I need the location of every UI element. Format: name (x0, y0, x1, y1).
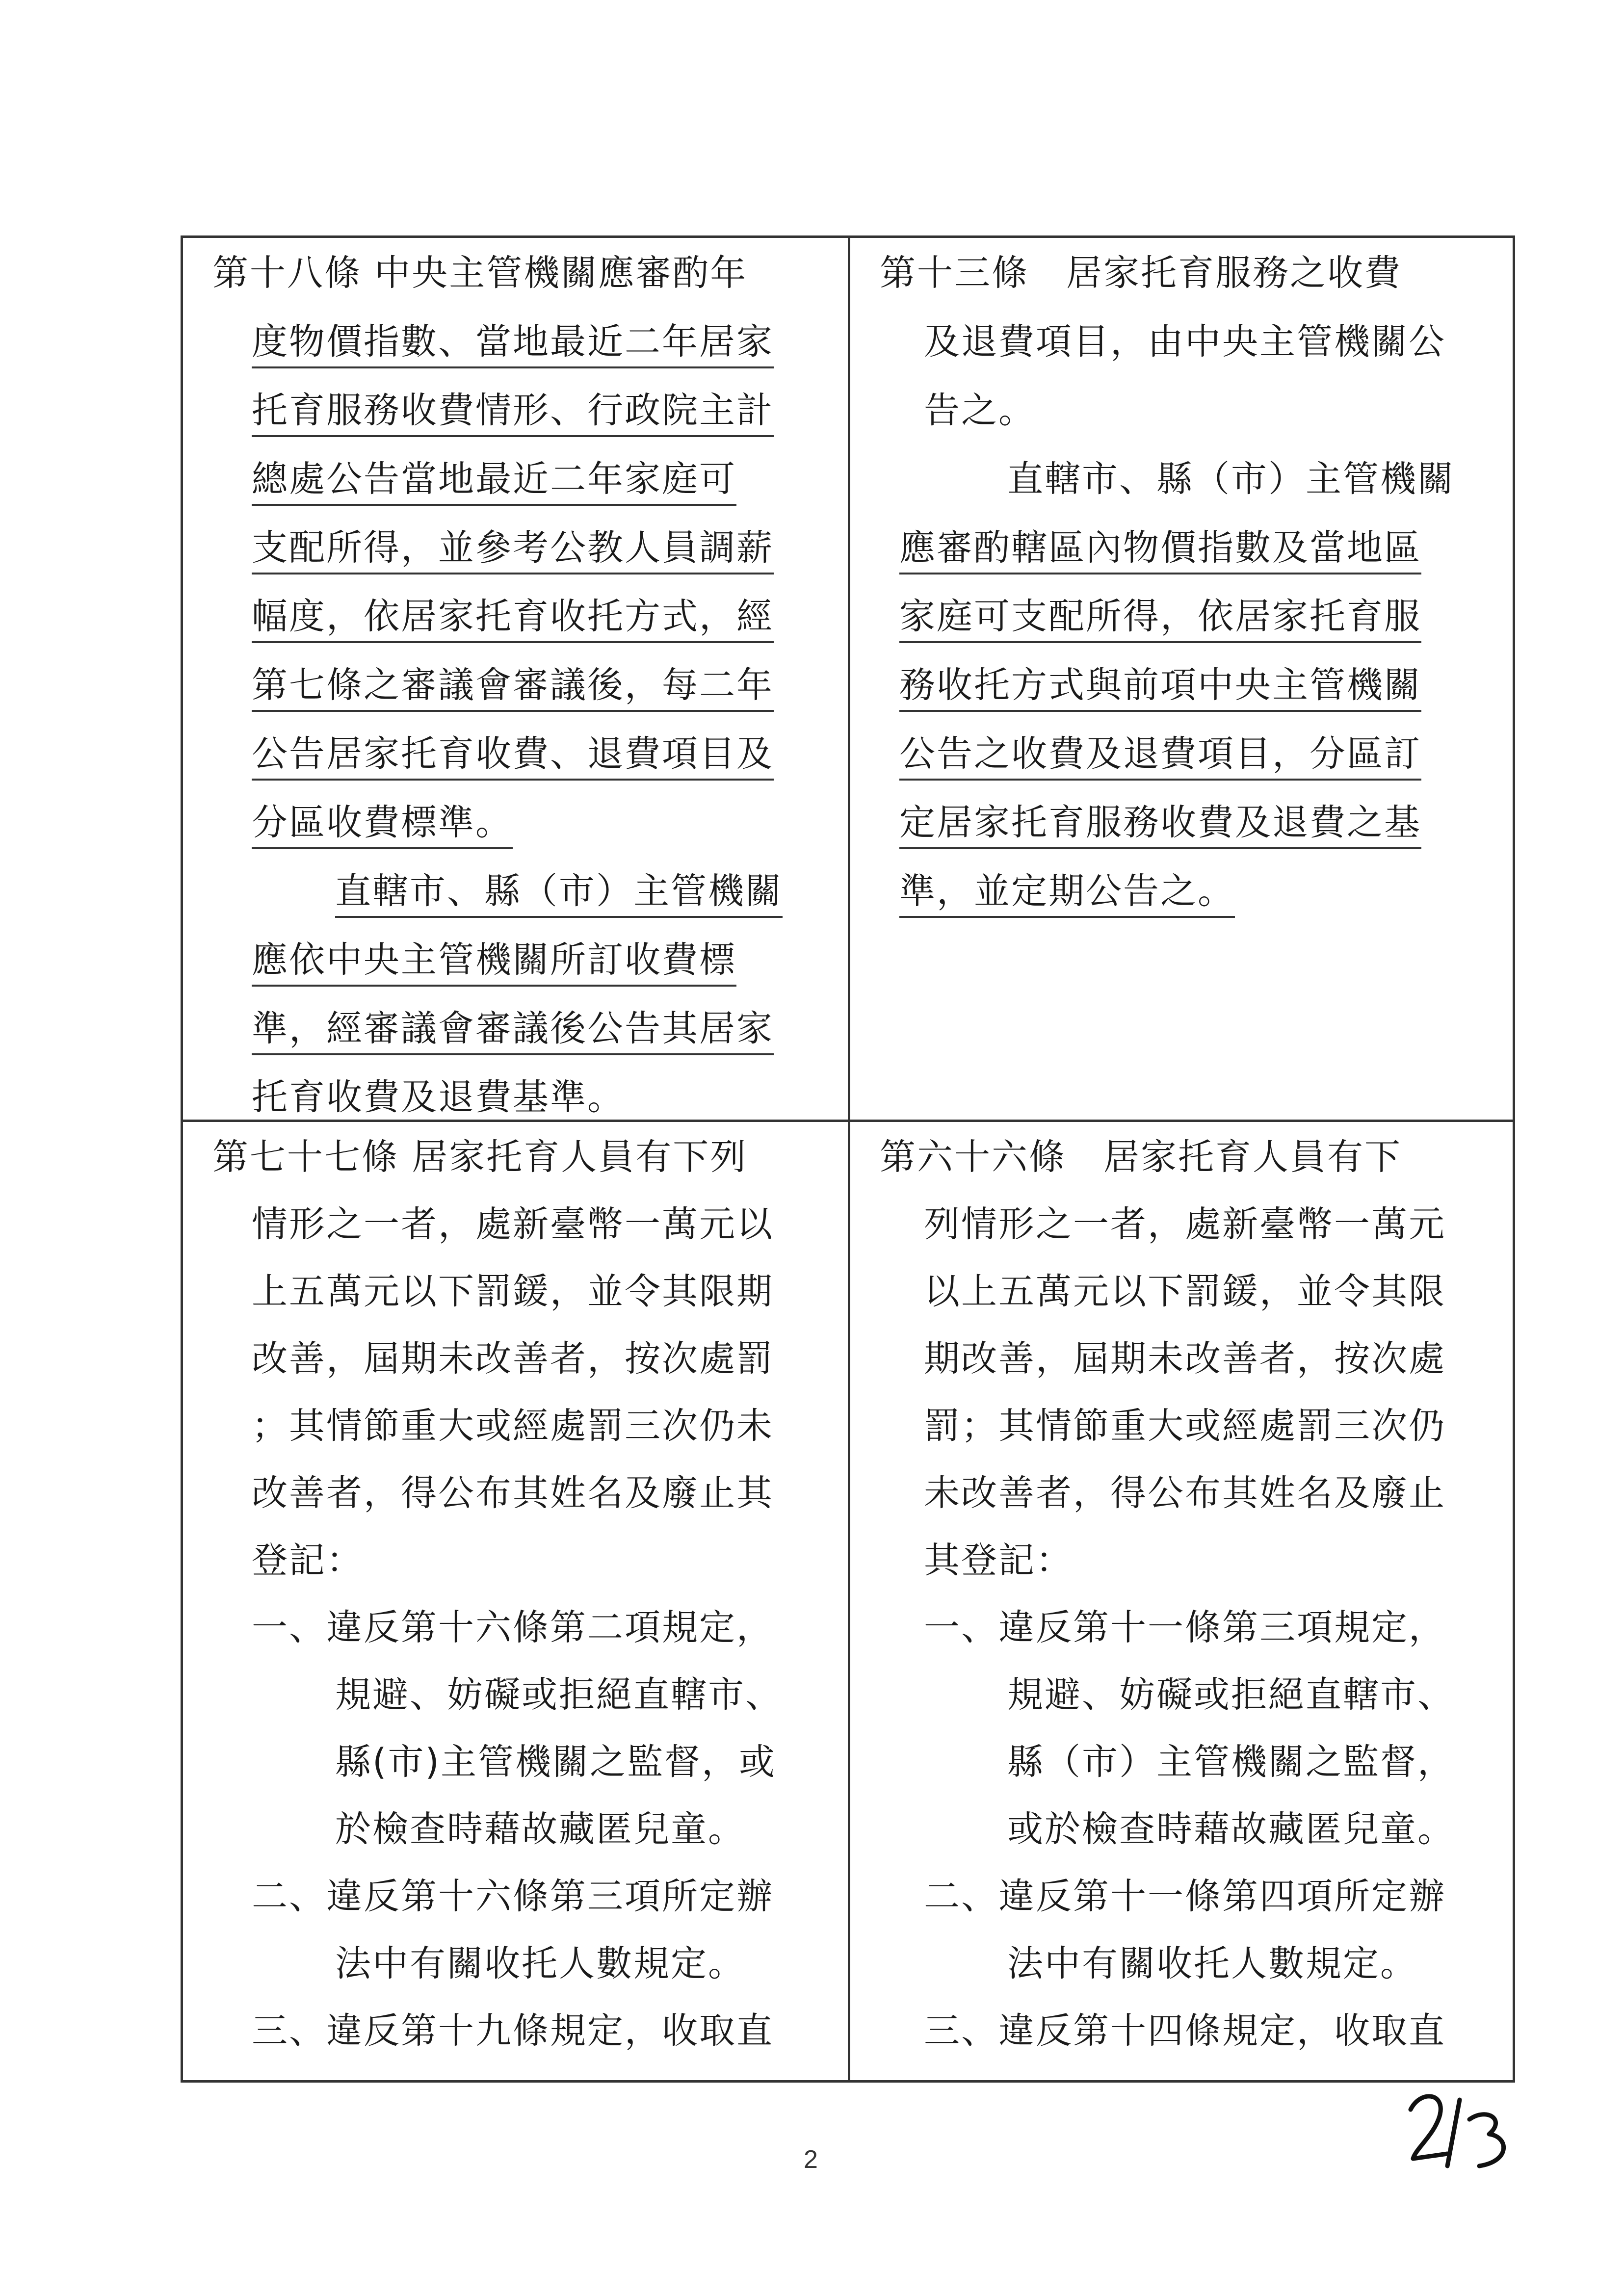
text-line: 第十三條 居家托育服務之收費 (880, 252, 1402, 294)
text-line: 以上五萬元以下罰鍰，並令其限 (924, 1271, 1446, 1312)
text-line: 改善者，得公布其姓名及廢止其 (252, 1472, 774, 1514)
text-line: 第七條之審議會審議後，每二年 (252, 667, 774, 712)
text-line: 公告之收費及退費項目，分區訂 (899, 736, 1421, 781)
text-line: 支配所得，並參考公教人員調薪 (252, 530, 774, 574)
text-line: 縣（市）主管機關之監督， (1007, 1741, 1455, 1783)
text-line: 告之。 (924, 390, 1036, 431)
text-line: 定居家托育服務收費及退費之基 (899, 805, 1421, 849)
text-line: 其登記： (924, 1539, 1073, 1581)
text-line: 未改善者，得公布其姓名及廢止 (924, 1472, 1446, 1514)
cell-bottom-right-article-66 (850, 1122, 1515, 2083)
text-line: 分區收費標準。 (252, 805, 513, 849)
text-line: 情形之一者，處新臺幣一萬元以 (252, 1203, 774, 1245)
text-line: 規避、妨礙或拒絕直轄市、 (335, 1674, 783, 1716)
text-line: 列情形之一者，處新臺幣一萬元 (924, 1203, 1446, 1245)
text-line: 或於檢查時藉故藏匿兒童。 (1007, 1808, 1455, 1850)
text-line: 第十八條 中央主管機關應審酌年 (212, 252, 748, 294)
cell-top-left-article-18 (183, 238, 848, 1120)
text-line: 一、違反第十六條第二項規定， (252, 1607, 774, 1648)
text-line: 總處公告當地最近二年家庭可 (252, 461, 736, 506)
text-line: 直轄市、縣（市）主管機關 (1007, 458, 1455, 500)
text-line: 第六十六條 居家托育人員有下 (880, 1136, 1402, 1178)
text-line: 縣(市)主管機關之監督，或 (335, 1741, 776, 1783)
text-line: 準，經審議會審議後公告其居家 (252, 1011, 774, 1055)
text-line: 及退費項目，由中央主管機關公 (924, 321, 1446, 363)
text-line: 度物價指數、當地最近二年居家 (252, 324, 774, 368)
text-line: 應審酌轄區內物價指數及當地區 (899, 530, 1421, 574)
cell-top-right-article-13 (850, 238, 1515, 1120)
text-line: 改善，屆期未改善者，按次處罰 (252, 1338, 774, 1380)
text-line: 家庭可支配所得，依居家托育服 (899, 599, 1421, 643)
text-line: 務收托方式與前項中央主管機關 (899, 667, 1421, 712)
text-line: 一、違反第十一條第三項規定， (924, 1607, 1446, 1648)
text-line: 二、違反第十一條第四項所定辦 (924, 1876, 1446, 1917)
cell-bottom-left-article-77 (183, 1122, 848, 2083)
handwritten-page-mark (1401, 2080, 1519, 2178)
text-line: 規避、妨礙或拒絕直轄市、 (1007, 1674, 1455, 1716)
text-line: 罰；其情節重大或經處罰三次仍 (924, 1405, 1446, 1447)
text-line: 登記： (252, 1539, 364, 1581)
text-line: 上五萬元以下罰鍰，並令其限期 (252, 1271, 774, 1312)
text-line: 應依中央主管機關所訂收費標 (252, 942, 736, 987)
text-line: ；其情節重大或經處罰三次仍未 (252, 1405, 774, 1447)
text-line: 幅度，依居家托育收托方式，經 (252, 599, 774, 643)
text-line: 第七十七條 居家托育人員有下列 (212, 1136, 748, 1178)
text-line: 於檢查時藉故藏匿兒童。 (335, 1808, 745, 1850)
text-line: 二、違反第十六條第三項所定辦 (252, 1876, 774, 1917)
text-line: 直轄市、縣（市）主管機關 (335, 873, 783, 918)
text-line: 三、違反第十四條規定，收取直 (924, 2010, 1446, 2052)
text-line: 準，並定期公告之。 (899, 873, 1235, 918)
text-line: 公告居家托育收費、退費項目及 (252, 736, 774, 781)
page-number: 2 (804, 2145, 818, 2174)
text-line: 托育服務收費情形、行政院主計 (252, 392, 774, 437)
comparison-table (181, 235, 1515, 2083)
text-line: 三、違反第十九條規定，收取直 (252, 2010, 774, 2052)
text-line: 法中有關收托人數規定。 (1007, 1943, 1417, 1984)
text-line: 法中有關收托人數規定。 (335, 1943, 745, 1984)
text-line: 期改善，屆期未改善者，按次處 (924, 1338, 1446, 1380)
text-line: 托育收費及退費基準。 (252, 1079, 625, 1120)
